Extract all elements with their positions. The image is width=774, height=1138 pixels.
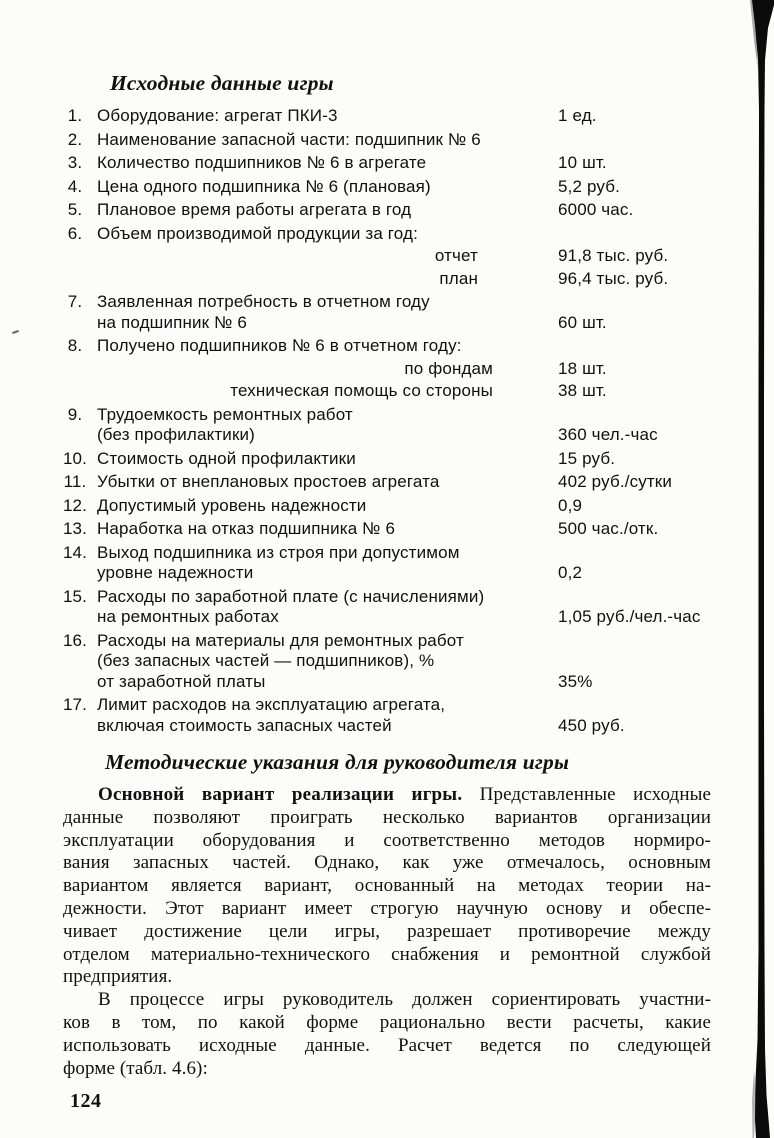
paragraph-bold-lead: Основной вариант реализации игры. [98, 784, 463, 805]
book-gutter-shadow [748, 0, 774, 1138]
item-label-line: Лимит расходов на эксплуатацию агрегата, [97, 695, 446, 714]
item-label-line: Убытки от внеплановых простоев агрегата [97, 472, 440, 491]
item-number: 3. [67, 153, 83, 172]
item-label-line: Расходы на материалы для ремонтных работ [97, 630, 464, 650]
subrow-value: 91,8 тыс. руб. [558, 246, 669, 265]
item-number: 1. [67, 106, 83, 125]
page-number: 124 [70, 1090, 102, 1112]
item-number: 16. [62, 630, 88, 650]
item-label-line: Стоимость одной профилактики [97, 448, 356, 468]
item-label-line: Наработка на отказ подшипника № 6 [97, 519, 396, 538]
item-label-line: Допустимый уровень надежности [97, 495, 367, 515]
item-number: 14. [62, 542, 88, 562]
item-value: 0,2 [558, 563, 583, 582]
list-item [63, 177, 711, 198]
list-item [63, 224, 711, 290]
item-number: 10. [62, 448, 88, 468]
paragraph-line: использовать исходные данные. Расчет ведется по следующей [63, 1034, 711, 1056]
item-label-line: Количество подшипников № 6 в агрегате [97, 153, 427, 172]
section-title-instructions: Методические указания для руководителя игры [105, 750, 570, 774]
item-value: 450 руб. [558, 715, 625, 735]
paragraph-line: ков в том, по какой форме рационально вести расчеты, какие [63, 1011, 711, 1033]
item-label-line: от заработной платы [97, 671, 266, 691]
item-number: 6. [67, 223, 83, 243]
paragraph-line: вариантом является вариант, основанный на методах теории на- [63, 875, 711, 897]
list-item [63, 130, 711, 151]
list-item [63, 543, 711, 584]
item-label-line: на подшипник № 6 [97, 312, 247, 332]
item-number: 2. [67, 129, 83, 149]
subrow-value: 96,4 тыс. руб. [558, 268, 669, 288]
list-item [63, 695, 711, 736]
item-number: 11. [63, 472, 87, 491]
item-label-line: Объем производимой продукции за год: [97, 223, 418, 243]
paragraph-line: данные позволяют проиграть несколько вариантов организации [63, 806, 711, 828]
item-number: 7. [67, 292, 83, 311]
item-value: 15 руб. [558, 448, 616, 468]
subrow [97, 246, 711, 267]
list-item [63, 631, 711, 693]
item-label-line: Трудоемкость ремонтных работ [97, 404, 353, 424]
paragraph-line: дежности. Этот вариант имеет строгую научную основу и обеспе- [63, 897, 711, 919]
item-label-line: (без запасных частей — подшипников), % [97, 651, 435, 670]
list-item [63, 106, 711, 127]
subrow [97, 381, 711, 402]
list-item [63, 449, 711, 470]
item-label-line: Цена одного подшипника № 6 (плановая) [97, 176, 431, 196]
subrow [97, 359, 711, 380]
subrow-label: план [439, 268, 478, 288]
subrow-label: по фондам [404, 358, 493, 378]
subrow-value: 38 шт. [558, 381, 607, 400]
item-value: 60 шт. [558, 312, 607, 332]
list-item [63, 519, 711, 540]
item-value: 6000 час. [558, 200, 634, 219]
item-label-line: Плановое время работы агрегата в год [97, 200, 412, 219]
item-number: 8. [67, 336, 83, 355]
item-label-line: Наименование запасной части: подшипник № 6 [97, 129, 481, 149]
items-list [63, 106, 711, 736]
item-number: 12. [62, 495, 88, 515]
item-value: 0,9 [558, 495, 583, 515]
list-item [63, 336, 711, 402]
item-label-line: Заявленная потребность в отчетном году [97, 292, 430, 311]
item-number: 5. [67, 200, 83, 219]
list-item [63, 405, 711, 446]
item-value: 1 ед. [558, 106, 597, 125]
list-item [63, 153, 711, 174]
list-item [63, 472, 711, 493]
paragraph-line: предприятия. [63, 966, 173, 988]
item-number: 15. [62, 586, 88, 606]
item-label-line: Получено подшипников № 6 в отчетном году: [97, 336, 462, 355]
paragraph-line: чивает достижение цели игры, разрешает противоречие между [63, 920, 711, 942]
item-number: 17. [62, 695, 88, 714]
paragraphs [63, 784, 711, 1080]
item-number: 9. [67, 404, 83, 424]
subrow-label: отчет [434, 246, 478, 265]
item-label-line: Расходы по заработной плате (с начислениями) [97, 586, 485, 606]
item-value: 1,05 руб./чел.-час [558, 607, 701, 626]
paragraph-line: вания запасных частей. Однако, как уже отмечалось, основным [63, 852, 711, 874]
paragraph-line [63, 784, 711, 807]
paragraph-line-text: Представленные исходные [479, 784, 711, 805]
paragraph-line: отделом материально-технического снабжения и ремонтной службой [63, 943, 711, 965]
list-item [63, 200, 711, 221]
section-title-source-data: Исходные данные игры [110, 71, 334, 95]
subrow-value: 18 шт. [558, 358, 607, 378]
item-number: 4. [67, 176, 83, 196]
item-label-line: включая стоимость запасных частей [97, 715, 392, 735]
list-item [63, 292, 711, 333]
item-label-line: уровне надежности [97, 563, 254, 582]
item-value: 500 час./отк. [558, 519, 659, 538]
list-item [63, 496, 711, 517]
item-value: 10 шт. [558, 153, 607, 172]
item-value: 402 руб./сутки [558, 472, 673, 491]
item-number: 13. [62, 519, 88, 538]
subrow-label: техническая помощь со стороны [230, 381, 493, 400]
list-item [63, 587, 711, 628]
item-value: 35% [558, 671, 593, 691]
item-value: 360 чел.-час [558, 425, 658, 444]
item-label-line: на ремонтных работах [97, 607, 279, 626]
item-label-line: Оборудование: агрегат ПКИ-3 [97, 106, 338, 125]
item-value: 5,2 руб. [558, 176, 620, 196]
paragraph-line: эксплуатации оборудования и соответственно методов нормиро- [63, 829, 711, 851]
item-label-line: (без профилактики) [97, 425, 255, 444]
paragraph-line: форме (табл. 4.6): [63, 1057, 208, 1079]
item-label-line: Выход подшипника из строя при допустимом [97, 542, 460, 562]
subrow [97, 269, 711, 290]
paragraph-line: В процессе игры руководитель должен сориентировать участни- [98, 989, 711, 1011]
